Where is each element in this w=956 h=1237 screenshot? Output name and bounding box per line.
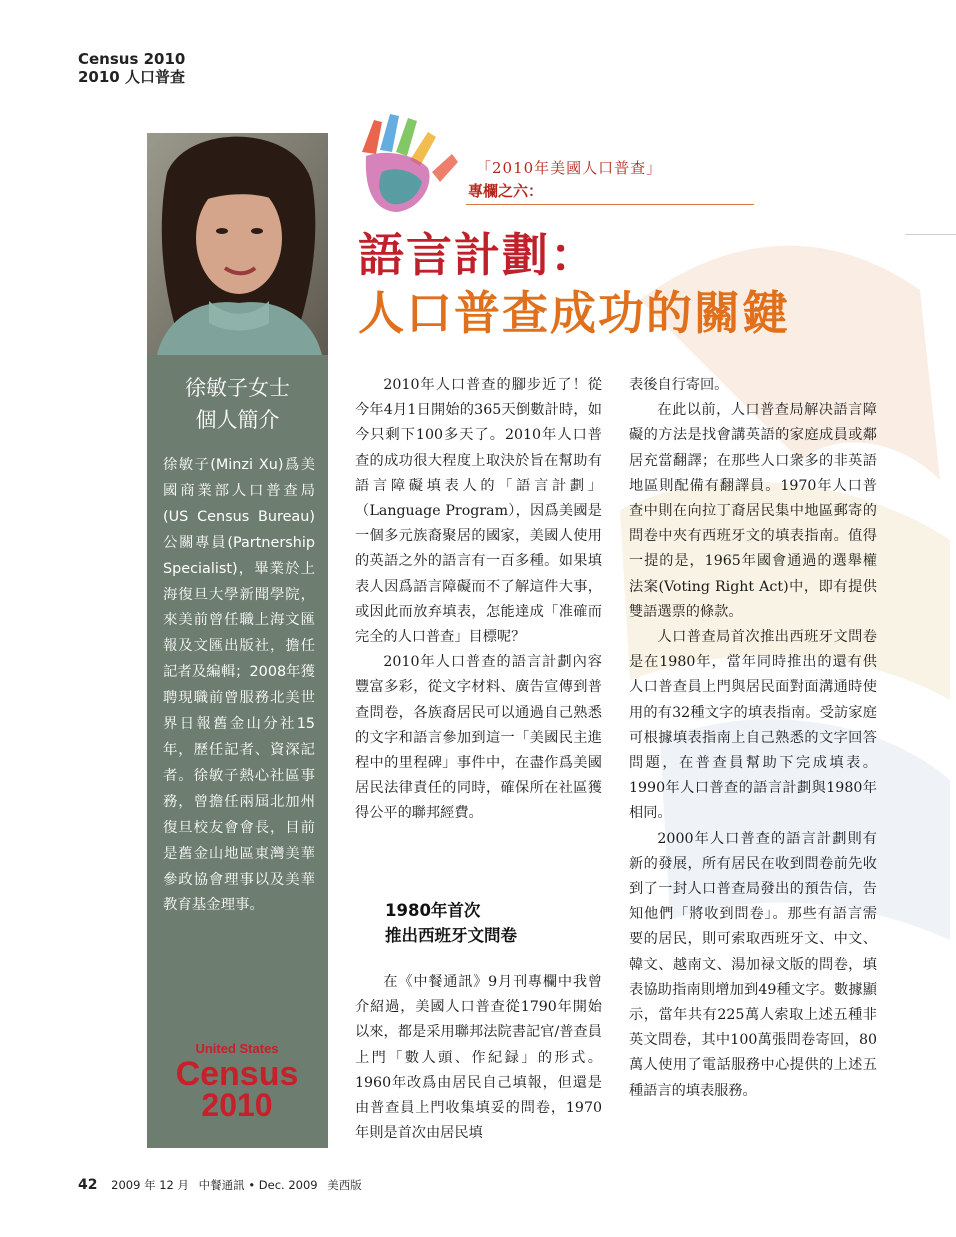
multicolor-hand-logo [352, 112, 462, 217]
issue-date: 2009 年 12 月 [111, 1178, 190, 1192]
paragraph-continuation: 表後自行寄回。 [629, 377, 729, 393]
author-bio: 徐敏子(Minzi Xu)爲美國商業部人口普查局(US Census Bureau)公關專員(Partnership Specialist)，畢業於上海復旦大學新聞學院，來美前曾任職上海文匯報及文匯出版社，擔任記者及編輯；2008年獲聘現職前曾服務北美世界日報舊金山分社15年，歷任記者、資深記者。徐敏子熱心社區事務，曾擔任兩屆北加州復旦校友會會長，目前是舊金山地區東灣美華參政協會理事以及美華教育基金理事。 [163, 457, 315, 914]
paragraph: 在《中餐通訊》9月刊專欄中我曾介紹過，美國人口普查從1790年開始以來，都是采用聯邦法院書記官/普查員上門「數人頭、作紀録」的形式。1960年改爲由居民自己填報，但還是由普查員上門收集填妥的問卷，1970年則是首次由居民填 [355, 974, 602, 1142]
column-number: 專欄之六： [468, 182, 544, 200]
edition-name: 美西版 [327, 1178, 362, 1192]
article-column-2 [629, 373, 877, 1104]
top-right-rule [905, 234, 956, 235]
author-name: 徐敏子女士 [185, 376, 290, 400]
paragraph: 2010年人口普查的語言計劃內容豐富多彩，從文字材料、廣告宣傳到普查問卷，各族裔居民可以通過自己熟悉的文字和語言參加到這一「美國民主進程中的里程碑」事件中，在盡作爲美國居民法律責任的同時，確保所在社區獲得公平的聯邦經費。 [355, 654, 602, 822]
section-header-english: Census 2010 [78, 50, 186, 68]
magazine-name: 中餐通訊 • Dec. 2009 [198, 1178, 318, 1192]
section-header [78, 50, 185, 86]
subheading-line-2: 推出西班牙文問卷 [385, 926, 517, 945]
headline-line-1: 語言計劃： [358, 228, 598, 282]
article-column-1 [355, 373, 602, 827]
paragraph: 在此以前，人口普查局解决語言障礙的方法是找會講英語的家庭成員或鄰居充當翻譯；在那些人口衆多的非英語地區則配備有翻譯員。1970年人口普查中則在向拉丁裔居民集中地區郵寄的問卷中夾有西班牙文的填表指南。值得一提的是，1965年國會通過的選舉權法案(Voting Right Act)中，即有提供雙語選票的條款。 [629, 402, 877, 620]
page-footer [78, 1177, 368, 1193]
author-portrait [147, 133, 328, 355]
column-series-title: 「2010年美國人口普查」 [476, 159, 663, 177]
paragraph: 2000年人口普查的語言計劃則有新的發展，所有居民在收到問卷前先收到了一封人口普查局發出的預告信，告知他們「將收到問卷」。那些有語言需要的居民，則可索取西班牙文、中文、韓文、越南文、湯加禄文版的問卷，填表協助指南則增加到49種文字。數據顯示，當年共有225萬人索取上述五種非英文問卷，其中100萬張問卷寄回，80萬人使用了電話服務中心提供的上述五種語言的填表服務。 [629, 830, 877, 1099]
article-headline [358, 226, 790, 342]
article-subheading [385, 898, 517, 948]
article-column-1-continued [355, 970, 602, 1146]
subheading-line-1: 1980年首次 [385, 901, 481, 920]
author-subtitle: 個人簡介 [195, 408, 280, 432]
paragraph: 2010年人口普查的腳步近了！從今年4月1日開始的365天倒數計時，如今只剩下100多天了。2010年人口普查的成功很大程度上取決於旨在幫助有語言障礙填表人的「語言計劃」（Language Program），因爲美國是一個多元族裔聚居的國家，美國人使用的英語之外的語言有一百多種。如果填表人因爲語言障礙而不了解這件大事，或因此而放弃填表，怎能達成「准確而完全的人口普查」目標呢？ [355, 377, 602, 646]
logo-census: Census [175, 1055, 299, 1093]
masthead-rule [466, 204, 754, 205]
paragraph: 人口普查局首次推出西班牙文問卷是在1980年，當年同時推出的還有供人口普查員上門與居民面對面溝通時使用的有32種文字的填表指南。受訪家庭可根據填表指南上自己熟悉的文字回答問題，在普查員幫助下完成填表。1990年人口普查的語言計劃與1980年相同。 [629, 629, 877, 822]
census-2010-logo [157, 1040, 317, 1120]
headline-line-2: 人口普查成功的關鍵 [358, 286, 790, 340]
section-header-chinese: 2010 人口普查 [78, 68, 185, 86]
page-number: 42 [78, 1177, 98, 1193]
logo-year: 2010 [201, 1087, 273, 1120]
author-title [147, 372, 328, 436]
logo-united-states: United States [195, 1041, 279, 1056]
